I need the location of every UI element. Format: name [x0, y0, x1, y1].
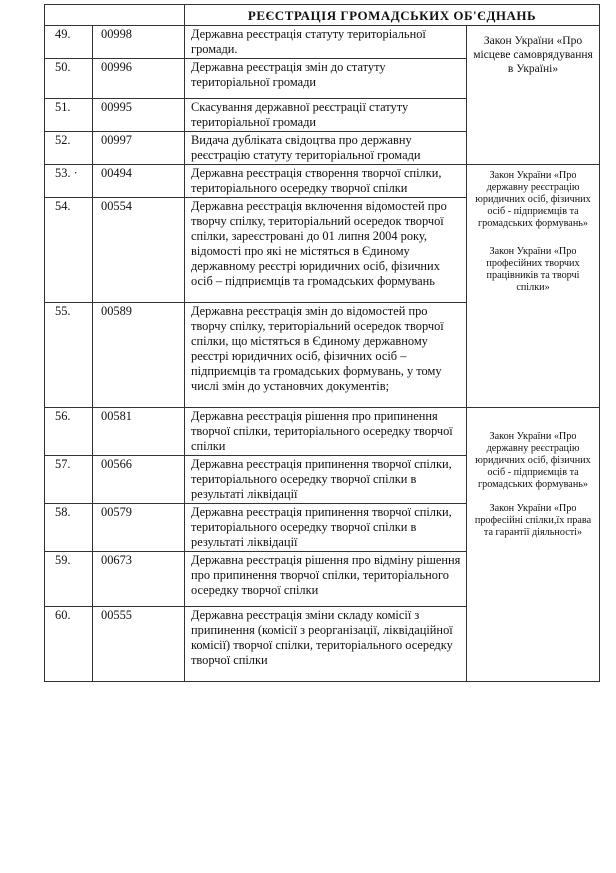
service-code: 00673 — [93, 552, 185, 607]
row-number: 57. — [45, 456, 93, 504]
service-description: Державна реєстрація припинення творчої спілки, територіального осередку творчої спілки в результаті ліквідації — [185, 456, 467, 504]
service-code: 00997 — [93, 132, 185, 165]
law-text: Закон України «Про професійні спілки,їх права та гарантії діяльності» — [474, 503, 592, 538]
header-blank-cell — [45, 5, 185, 26]
law-text: Закон України «Про державну реєстрацію юридичних осіб, фізичних осіб - підприємців та громадських формувань» — [475, 431, 591, 490]
service-description: Скасування державної реєстрації статуту територіальної громади — [185, 99, 467, 132]
service-description: Державна реєстрація рішення про припинення творчої спілки, територіального осередку творчої спілки — [185, 408, 467, 456]
description-text: Державна реєстрація змін до відомостей про творчу спілку, територіальний осередок творчої спілки, що містяться в Єдиному державному реєстрі юридичних осіб, фізичних осіб – підприємців та громадських формувань, у тому числі змін до установчих документів; — [191, 304, 444, 393]
law-text: Закон України «Про державну реєстрацію юридичних осіб, фізичних осіб - підприємців та громадських формувань» — [475, 170, 591, 229]
service-description — [185, 198, 467, 303]
service-description — [185, 59, 467, 99]
row-number: 50. — [45, 59, 93, 99]
description-text: Державна реєстрація включення відомостей про творчу спілку, територіальний осередок творчої спілки, зареєстровані до 01 липня 2004 року, відомості про які не містяться в Єдиному державному реєстрі юридичних осіб, фізичних осіб – підприємців та громадських формувань — [191, 199, 447, 288]
row-number: 49. — [45, 26, 93, 59]
table-row — [45, 165, 600, 198]
law-reference-registration-unions — [467, 408, 600, 682]
table-row — [45, 26, 600, 59]
service-code: 00996 — [93, 59, 185, 99]
service-description — [185, 303, 467, 408]
law-reference-local-government — [467, 26, 600, 165]
law-reference-registration-creative — [467, 165, 600, 408]
row-number: 53. · — [45, 165, 93, 198]
service-code: 00998 — [93, 26, 185, 59]
row-number: 59. — [45, 552, 93, 607]
service-code: 00494 — [93, 165, 185, 198]
description-text: Державна реєстрація змін до статуту територіальної громади — [191, 60, 386, 89]
row-number: 51. — [45, 99, 93, 132]
service-code: 00581 — [93, 408, 185, 456]
section-title: РЕЄСТРАЦІЯ ГРОМАДСЬКИХ ОБ'ЄДНАНЬ — [185, 5, 600, 26]
description-text: Державна реєстрація рішення про відміну рішення про припинення творчої спілки, територіального осередку творчої спілки — [191, 553, 461, 597]
service-code: 00995 — [93, 99, 185, 132]
service-code: 00589 — [93, 303, 185, 408]
row-number: 54. — [45, 198, 93, 303]
service-description: Державна реєстрація створення творчої спілки, територіального осередку творчої спілки — [185, 165, 467, 198]
row-number: 55. — [45, 303, 93, 408]
description-text: Державна реєстрація зміни складу комісії з припинення (комісії з реорганізації, ліквідаційної комісії) творчої спілки, територіального осередку творчої спілки — [191, 608, 453, 667]
section-header-row — [45, 5, 600, 26]
service-code: 00579 — [93, 504, 185, 552]
service-description: Державна реєстрація статуту територіальної громади. — [185, 26, 467, 59]
service-code: 00566 — [93, 456, 185, 504]
service-description — [185, 607, 467, 682]
service-description: Державна реєстрація припинення творчої спілки, територіального осередку творчої спілки в результаті ліквідації — [185, 504, 467, 552]
row-number: 60. — [45, 607, 93, 682]
row-number: 52. — [45, 132, 93, 165]
service-description — [185, 552, 467, 607]
row-number: 56. — [45, 408, 93, 456]
service-code: 00555 — [93, 607, 185, 682]
row-number: 58. — [45, 504, 93, 552]
law-text: Закон України «Про місцеве самоврядування в Україні» — [473, 35, 593, 75]
document-page — [44, 4, 599, 796]
services-table — [44, 4, 600, 682]
service-description: Видача дубліката свідоцтва про державну реєстрацію статуту територіальної громади — [185, 132, 467, 165]
service-code: 00554 — [93, 198, 185, 303]
law-text: Закон України «Про професійних творчих працівників та творчі спілки» — [486, 246, 580, 293]
table-row — [45, 408, 600, 456]
